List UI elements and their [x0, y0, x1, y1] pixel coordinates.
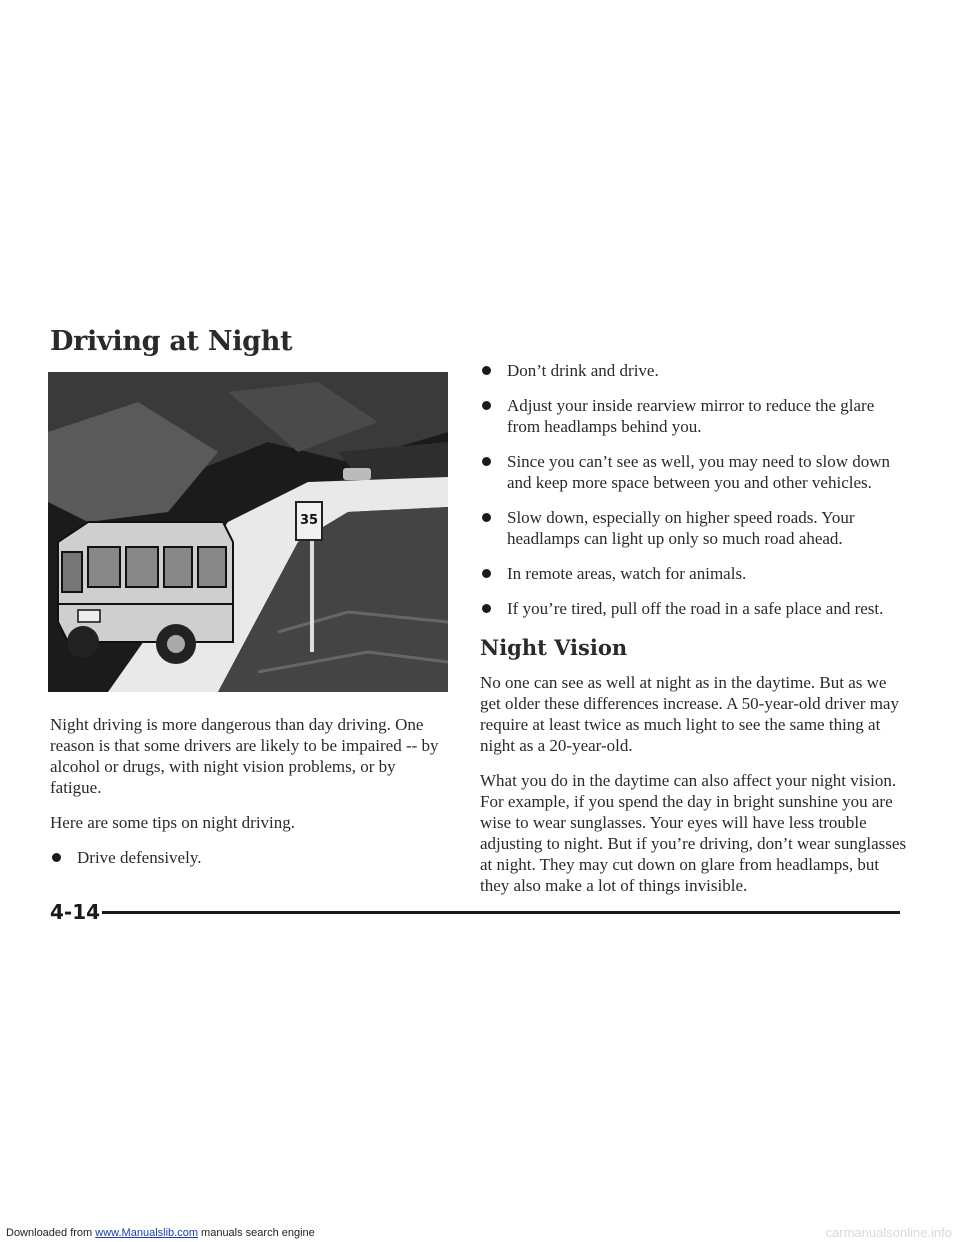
download-footer: Downloaded from www.Manualslib.com manuals search engine	[6, 1227, 315, 1239]
bullet-icon	[482, 366, 491, 375]
list-item: Don’t drink and drive.	[480, 360, 910, 381]
watermark: carmanualsonline.info	[825, 1225, 952, 1240]
section-heading: Night Vision	[480, 635, 628, 660]
van-on-night-road-icon	[48, 372, 448, 692]
bullet-icon	[482, 401, 491, 410]
manualslib-link[interactable]: www.Manualslib.com	[95, 1227, 198, 1239]
bullet-icon	[482, 513, 491, 522]
van-night-illustration	[48, 372, 448, 692]
list-item: In remote areas, watch for animals.	[480, 563, 910, 584]
tips-list	[480, 360, 910, 619]
left-column	[50, 714, 445, 868]
body-paragraph: What you do in the daytime can also affect your night vision. For example, if you spend the day in bright sunshine you are wise to wear sunglasses. Your eyes will have less trouble adjusting to night. But if you’re driving, don’t wear sunglasses at night. They may cut down on glare from headlamps, but they also make a lot of things invisible.	[480, 771, 907, 895]
bullet-icon	[52, 853, 61, 862]
bullet-icon	[482, 569, 491, 578]
body-paragraph: No one can see as well at night as in the daytime. But as we get older these differences increase. A 50-year-old driver may require at least twice as much light to see the same thing at night as a 20-year-old.	[480, 673, 899, 755]
footer-rule	[102, 911, 900, 914]
list-item: If you’re tired, pull off the road in a safe place and rest.	[480, 598, 910, 619]
body-paragraph: Here are some tips on night driving.	[50, 813, 296, 832]
speed-sign-text: 35	[299, 513, 319, 528]
tips-list	[50, 847, 445, 868]
page-number: 4-14	[50, 900, 101, 924]
bullet-icon	[482, 604, 491, 613]
page-title: Driving at Night	[50, 326, 293, 357]
list-item: Drive defensively.	[50, 847, 445, 868]
list-item: Adjust your inside rearview mirror to reduce the glare from headlamps behind you.	[480, 395, 910, 437]
list-item: Slow down, especially on higher speed roads. Your headlamps can light up only so much road ahead.	[480, 507, 910, 549]
right-column	[480, 360, 910, 910]
body-paragraph: Night driving is more dangerous than day driving. One reason is that some drivers are likely to be impaired -- by alcohol or drugs, with night vision problems, or by fatigue.	[50, 715, 439, 797]
bullet-icon	[482, 457, 491, 466]
list-item: Since you can’t see as well, you may need to slow down and keep more space between you and other vehicles.	[480, 451, 910, 493]
